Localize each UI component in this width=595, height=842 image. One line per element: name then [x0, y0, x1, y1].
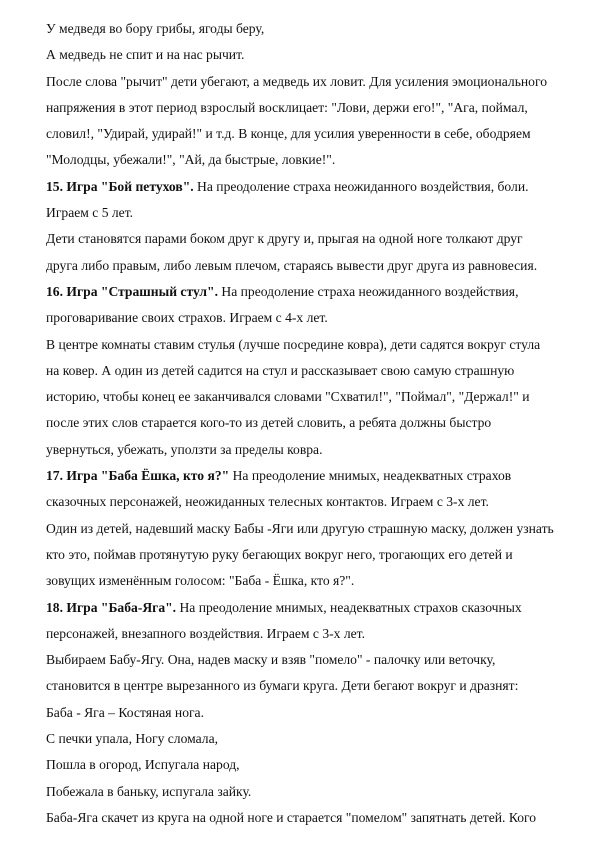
line-text: Баба-Яга скачет из круга на одной ноге и старается "помелом" запятнать детей. Кого — [46, 809, 537, 825]
section-heading-line — [46, 279, 556, 305]
text-line — [46, 779, 556, 805]
line-text: В центре комнаты ставим стулья (лучше посредине ковра), дети садятся вокруг стула — [46, 336, 541, 352]
line-text: становится в центре вырезанного из бумаги круга. Дети бегают вокруг и дразнят: — [46, 678, 519, 694]
line-text: Пошла в огород, Испугала народ, — [46, 757, 240, 773]
text-line — [46, 621, 556, 647]
text-line — [46, 16, 556, 42]
line-text: Играем с 5 лет. — [46, 205, 134, 221]
line-text: После слова "рычит" дети убегают, а медведь их ловит. Для усиления эмоционального — [46, 73, 547, 89]
text-line — [46, 568, 556, 594]
text-line — [46, 305, 556, 331]
line-text: сказочных персонажей, неожиданных телесных контактов. Играем с 3-х лет. — [46, 494, 489, 510]
text-line — [46, 226, 556, 252]
text-line — [46, 673, 556, 699]
section-heading-line — [46, 463, 556, 489]
line-text: А медведь не спит и на нас рычит. — [46, 47, 245, 63]
line-text: Баба - Яга – Костяная нога. — [46, 704, 204, 720]
text-line — [46, 147, 556, 173]
text-line — [46, 489, 556, 515]
text-line — [46, 726, 556, 752]
line-text: У медведя во бору грибы, ягоды беру, — [46, 21, 265, 36]
text-line — [46, 437, 556, 463]
line-text: "Молодцы, убежали!", "Ай, да быстрые, ловкие!". — [46, 152, 336, 168]
text-line — [46, 805, 556, 831]
line-text: словил!, "Удирай, удирай!" и т.д. В конце, для усилия уверенности в себе, ободряем — [46, 126, 531, 142]
document-body — [46, 16, 556, 831]
line-text: друга либо правым, либо левым плечом, стараясь вывести друг друга из равновесия. — [46, 257, 538, 273]
section-heading-line — [46, 174, 556, 200]
game-title: 18. Игра "Баба-Яга". — [46, 599, 177, 615]
text-line — [46, 200, 556, 226]
line-text: На преодоление страха неожиданного воздействия, боли. — [193, 178, 529, 194]
text-line — [46, 253, 556, 279]
line-text: историю, чтобы конец ее заканчивался словами "Схватил!", "Поймал", "Держал!" и — [46, 389, 530, 405]
text-line — [46, 542, 556, 568]
line-text: С печки упала, Ногу сломала, — [46, 731, 219, 747]
line-text: на ковер. А один из детей садится на стул и рассказывает свою самую страшную — [46, 362, 515, 378]
text-line — [46, 332, 556, 358]
line-text: На преодоление страха неожиданного воздействия, — [218, 283, 519, 299]
line-text: после этих слов старается кого-то из детей словить, а ребята должны быстро — [46, 415, 492, 431]
line-text: персонажей, внезапного воздействия. Играем с 3-х лет. — [46, 625, 365, 641]
section-heading-line — [46, 595, 556, 621]
line-text: увернуться, убежать, уползти за пределы ковра. — [46, 441, 323, 457]
line-text: проговаривание своих страхов. Играем с 4-х лет. — [46, 310, 328, 326]
text-line — [46, 358, 556, 384]
game-title: 15. Игра "Бой петухов". — [46, 178, 194, 194]
text-line — [46, 647, 556, 673]
text-line — [46, 95, 556, 121]
text-line — [46, 384, 556, 410]
game-title: 16. Игра "Страшный стул". — [46, 283, 218, 299]
line-text: На преодоление мнимых, неадекватных страхов — [229, 468, 512, 484]
line-text: зовущих изменённым голосом: "Баба - Ёшка, кто я?". — [46, 573, 355, 589]
text-line — [46, 700, 556, 726]
game-title: 17. Игра "Баба Ёшка, кто я?" — [46, 468, 230, 484]
line-text: Дети становятся парами боком друг к другу и, прыгая на одной ноге толкают друг — [46, 231, 523, 247]
line-text: Выбираем Бабу-Ягу. Она, надев маску и взяв "помело" - палочку или веточку, — [46, 652, 496, 668]
line-text: Один из детей, надевший маску Бабы -Яги или другую страшную маску, должен узнать — [46, 520, 554, 536]
text-line — [46, 516, 556, 542]
text-line — [46, 69, 556, 95]
text-line — [46, 752, 556, 778]
text-line — [46, 410, 556, 436]
line-text: Побежала в баньку, испугала зайку. — [46, 783, 252, 799]
line-text: напряжения в этот период взрослый восклицает: "Лови, держи его!", "Ага, поймал, — [46, 99, 528, 115]
line-text: кто это, поймав протянутую руку бегающих вокруг него, трогающих его детей и — [46, 546, 513, 562]
text-line — [46, 42, 556, 68]
line-text: На преодоление мнимых, неадекватных страхов сказочных — [176, 599, 522, 615]
text-line — [46, 121, 556, 147]
